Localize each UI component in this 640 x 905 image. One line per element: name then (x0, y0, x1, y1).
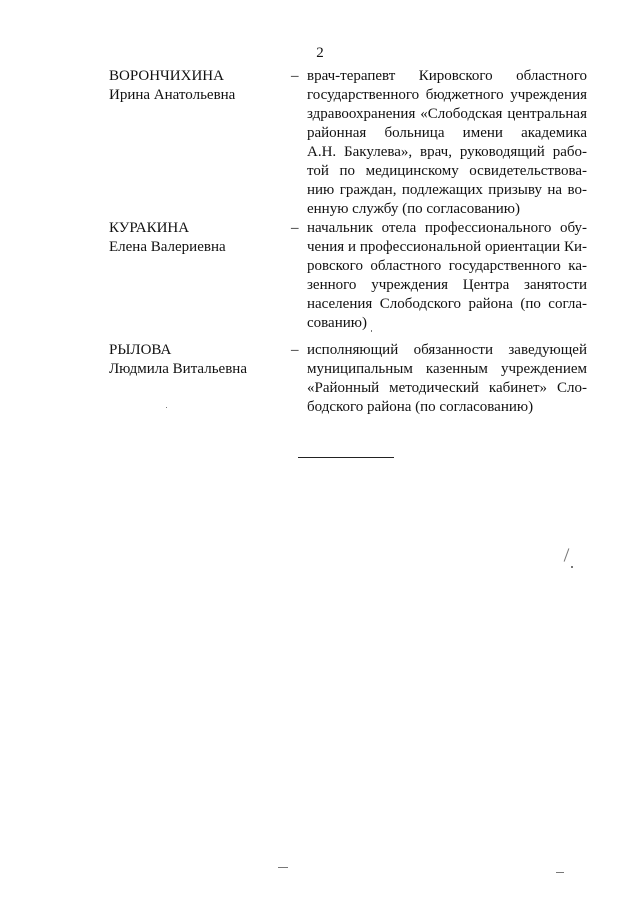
member-given-name: Людмила Витальевна (109, 361, 247, 377)
description-line: зенного учреждения Центра занятости (307, 277, 587, 293)
description-line: здравоохранения «Слободская центральная (307, 106, 587, 122)
description-line: той по медицинскому освидетельствова- (307, 163, 587, 179)
dash-separator: – (291, 342, 299, 358)
scan-speck (556, 872, 564, 873)
description-line: врач-терапевт Кировского областного (307, 68, 587, 84)
page-number: 2 (316, 45, 324, 61)
member-surname: ВОРОНЧИХИНА (109, 68, 224, 84)
scan-speck (278, 867, 288, 868)
description-line: исполняющий обязанности заведующей (307, 342, 587, 358)
member-name (109, 67, 279, 105)
member-surname: РЫЛОВА (109, 342, 172, 358)
member-position-description (307, 67, 587, 219)
description-line: населения Слободского района (по согла- (307, 296, 587, 312)
member-position-description (307, 341, 587, 417)
description-line: бодского района (по согласованию) (307, 399, 534, 415)
description-line: ровского областного государственного ка- (307, 258, 587, 274)
scan-speck (564, 548, 570, 561)
description-line: муниципальным казенным учреждением (307, 361, 587, 377)
description-line: чения и профессиональной ориентации Ки- (307, 239, 587, 255)
end-separator-line (298, 457, 394, 458)
scan-speck (371, 330, 372, 332)
dash-separator: – (291, 68, 299, 84)
description-line: начальник отела профессионального обу- (307, 220, 587, 236)
description-line: «Районный методический кабинет» Сло- (307, 380, 587, 396)
description-line: районная больница имени академика (307, 125, 587, 141)
member-name (109, 219, 279, 257)
scan-speck (571, 566, 573, 568)
description-line: нию граждан, подлежащих призыву на во- (307, 182, 587, 198)
description-line: государственного бюджетного учреждения (307, 87, 587, 103)
member-surname: КУРАКИНА (109, 220, 190, 236)
scan-speck (166, 407, 167, 408)
description-line: сованию) (307, 315, 367, 331)
description-line: енную службу (по согласованию) (307, 201, 521, 217)
description-line: А.Н. Бакулева», врач, руководящий рабо- (307, 144, 587, 160)
member-given-name: Ирина Анатольевна (109, 87, 236, 103)
dash-separator: – (291, 220, 299, 236)
member-name (109, 341, 279, 379)
member-given-name: Елена Валериевна (109, 239, 226, 255)
member-position-description (307, 219, 587, 333)
